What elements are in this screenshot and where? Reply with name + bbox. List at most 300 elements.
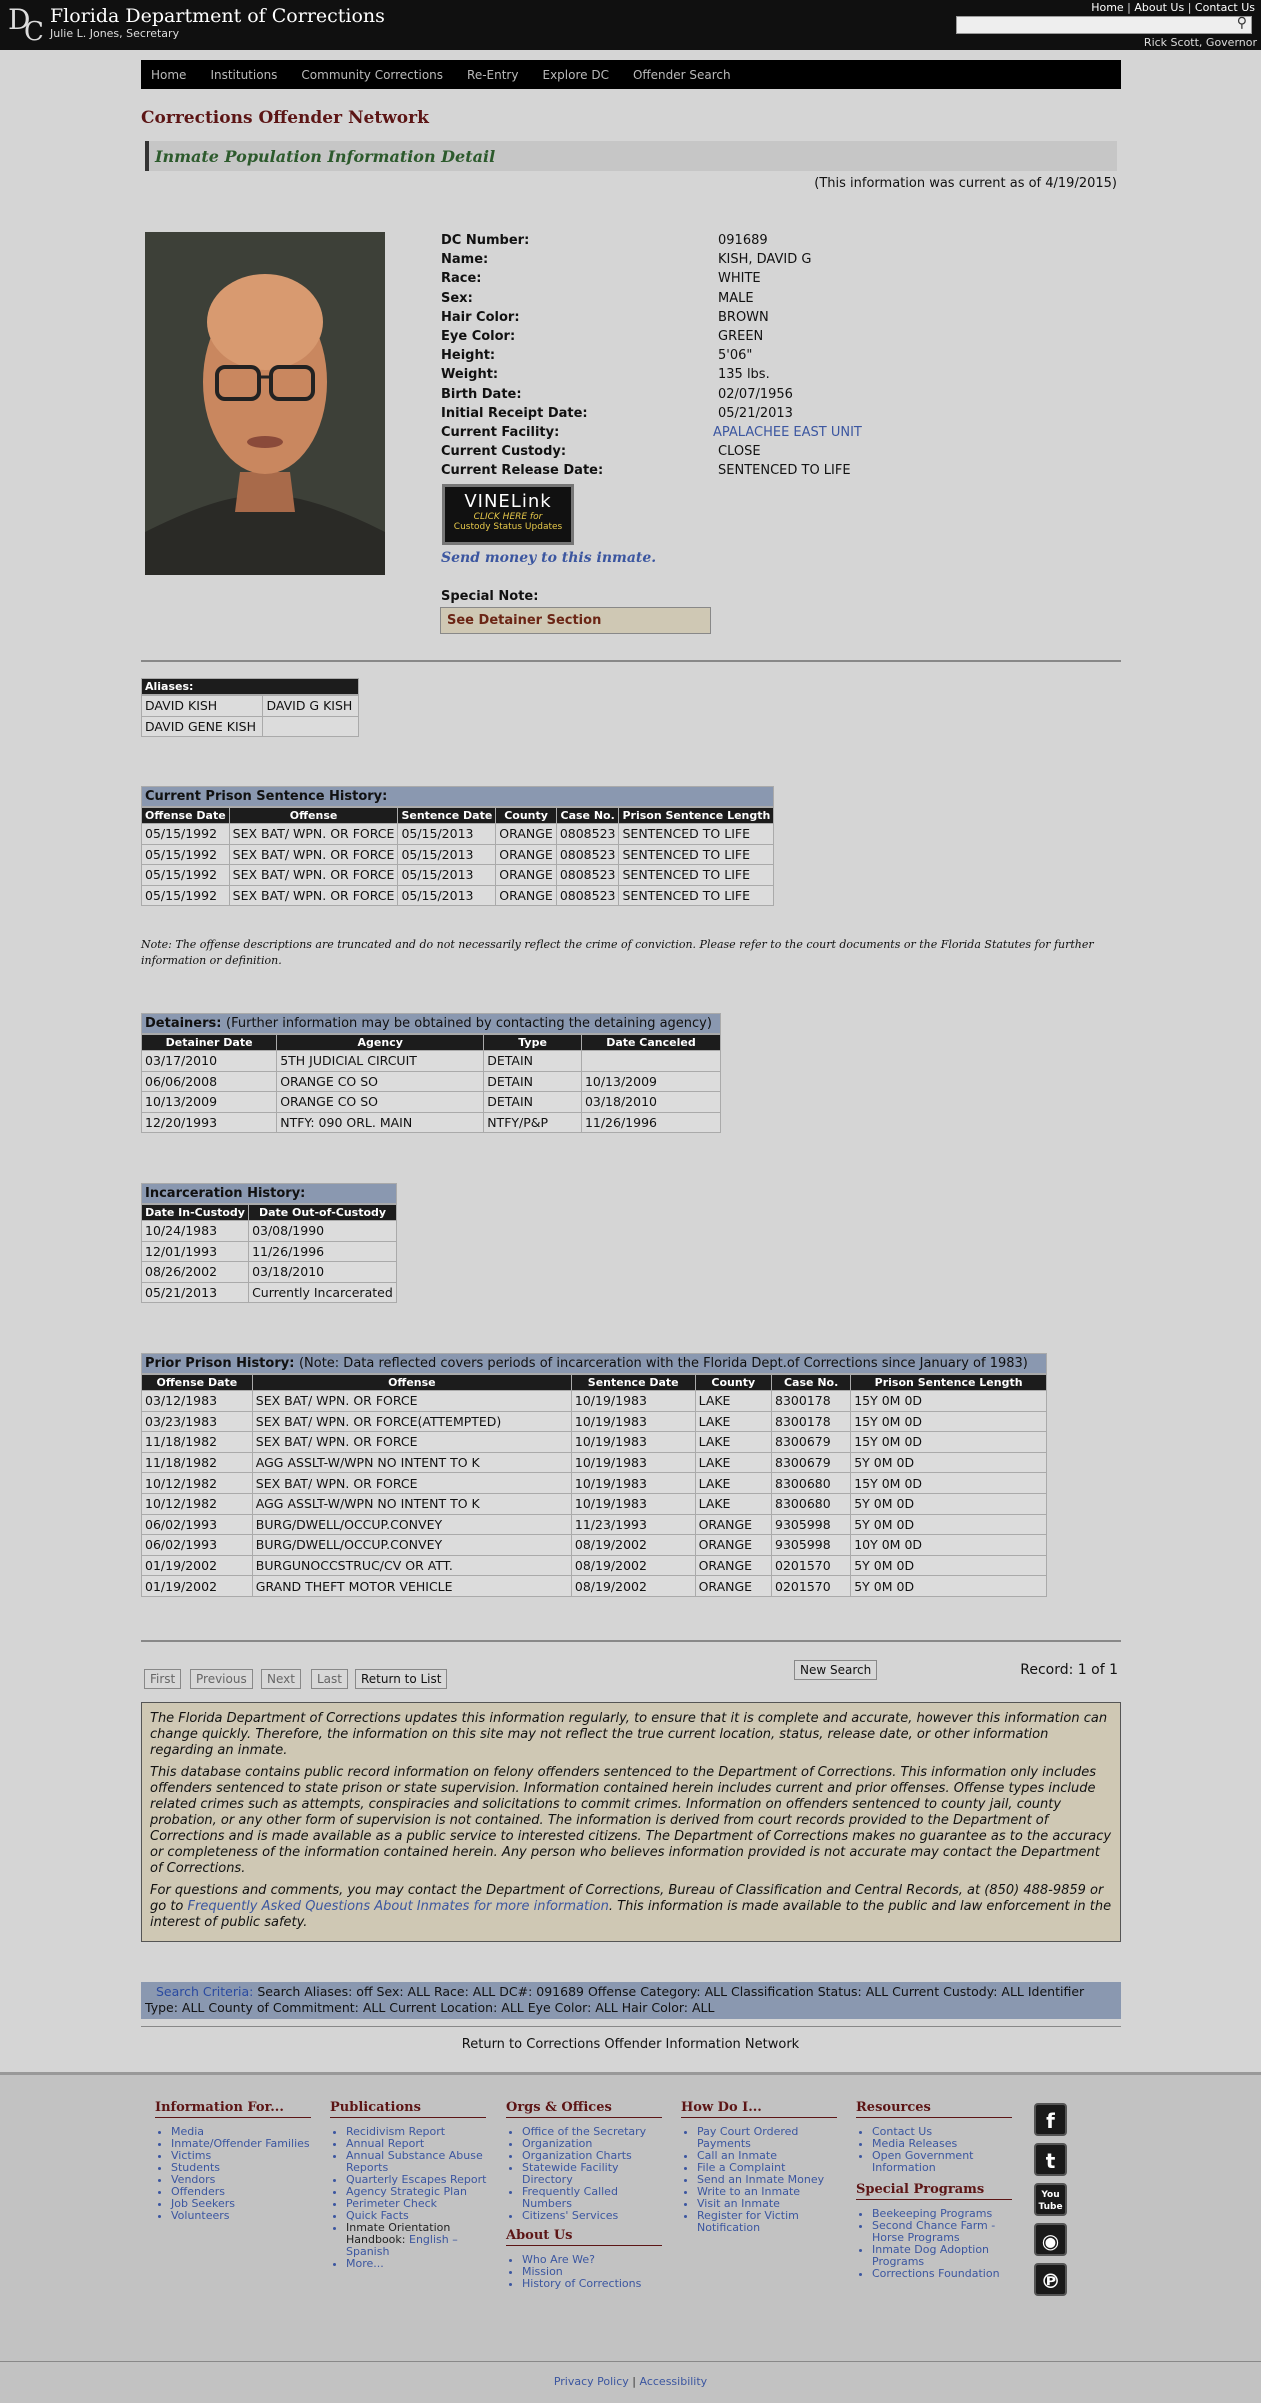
column-header: Date Out-of-Custody — [249, 1205, 397, 1221]
table-cell: SENTENCED TO LIFE — [619, 885, 774, 906]
info-row — [441, 425, 941, 444]
table-cell: DAVID G KISH — [263, 696, 359, 717]
table-row — [142, 1411, 1047, 1432]
table-row — [142, 1051, 721, 1072]
table-row — [142, 885, 774, 906]
table-cell: 06/02/1993 — [142, 1514, 253, 1535]
footer-link[interactable]: • History of Corrections — [522, 2278, 666, 2290]
info-value: MALE — [718, 290, 754, 306]
table-cell: 5TH JUDICIAL CIRCUIT — [277, 1051, 484, 1072]
footer-link[interactable]: • Inmate Dog Adoption Programs — [872, 2244, 1016, 2268]
footer-divider — [0, 2361, 1261, 2362]
table-cell: 9305998 — [772, 1514, 851, 1535]
table-cell: SENTENCED TO LIFE — [619, 865, 774, 886]
table-cell: 06/06/2008 — [142, 1071, 277, 1092]
policy-separator: | — [632, 2375, 636, 2388]
table-cell: 0201570 — [772, 1576, 851, 1597]
table-row — [142, 1452, 1047, 1473]
table-row — [142, 1262, 397, 1283]
table-cell: NTFY: 090 ORL. MAIN — [277, 1112, 484, 1133]
column-header: Offense Date — [142, 808, 230, 824]
handbook-item — [346, 2222, 490, 2258]
footer-col-orgs — [506, 2100, 666, 2290]
table-cell: 11/18/1982 — [142, 1452, 253, 1473]
info-label: Weight: — [441, 367, 499, 383]
table-cell: ORANGE — [496, 885, 557, 906]
logo-letter-c: C — [24, 17, 44, 47]
detainers-caption: Detainers: (Further information may be obtained by contacting the detaining agency) — [141, 1013, 721, 1034]
send-money-link[interactable]: Send money to this inmate. — [441, 550, 657, 566]
table-cell: 15Y 0M 0D — [851, 1391, 1047, 1412]
column-header: Case No. — [772, 1375, 851, 1391]
table-cell: GRAND THEFT MOTOR VEHICLE — [252, 1576, 571, 1597]
table-row — [142, 1473, 1047, 1494]
table-row — [142, 1432, 1047, 1453]
vinelink-subtitle: Custody Status Updates — [453, 522, 563, 532]
table-cell: DAVID GENE KISH — [142, 716, 263, 737]
table-cell: 05/15/2013 — [398, 865, 496, 886]
column-header: Date Canceled — [581, 1035, 720, 1051]
table-cell: 15Y 0M 0D — [851, 1432, 1047, 1453]
table-cell: 10/19/1983 — [571, 1391, 695, 1412]
privacy-policy-link[interactable]: Privacy Policy — [553, 2375, 629, 2388]
column-header: Agency — [277, 1035, 484, 1051]
table-cell: 08/19/2002 — [571, 1576, 695, 1597]
table-cell: BURG/DWELL/OCCUP.CONVEY — [252, 1514, 571, 1535]
table-cell: 01/19/2002 — [142, 1555, 253, 1576]
secretary-name: Julie L. Jones, Secretary — [50, 27, 180, 40]
current-as-of: (This information was current as of 4/19/2015) — [814, 176, 1117, 191]
footer-link[interactable]: • Open Government Information — [872, 2150, 1016, 2174]
table-cell: LAKE — [695, 1391, 771, 1412]
footer-heading-howdo: How Do I... — [681, 2100, 837, 2118]
footer-link[interactable]: • Call an Inmate — [697, 2150, 841, 2162]
site-search-input[interactable] — [956, 16, 1252, 34]
table-cell: 10/19/1983 — [571, 1473, 695, 1494]
column-header: Sentence Date — [398, 808, 496, 824]
table-row — [142, 1241, 397, 1262]
table-cell: 05/15/1992 — [142, 865, 230, 886]
info-row — [441, 310, 941, 329]
faq-link[interactable]: Frequently Asked Questions About Inmates for more information — [187, 1899, 609, 1914]
footer-col-howdo — [681, 2100, 841, 2234]
table-cell: 5Y 0M 0D — [851, 1493, 1047, 1514]
table-cell: 03/23/1983 — [142, 1411, 253, 1432]
table-cell: 05/15/1992 — [142, 844, 230, 865]
divider — [141, 660, 1121, 662]
column-header: Prison Sentence Length — [851, 1375, 1047, 1391]
table-row — [142, 1535, 1047, 1556]
footer-link[interactable]: • Victims — [171, 2150, 315, 2162]
table-cell: LAKE — [695, 1411, 771, 1432]
offense-note: Note: The offense descriptions are truncated and do not necessarily reflect the crime of conviction. Please refer to the court documents or the Florida Statutes for further information or definition. — [141, 938, 1094, 967]
new-search-button[interactable]: New Search — [794, 1660, 877, 1680]
first-button[interactable]: First — [144, 1669, 181, 1689]
detail-title: Inmate Population Information Detail — [155, 147, 496, 166]
accessibility-link[interactable]: Accessibility — [639, 2375, 708, 2388]
table-cell: 08/26/2002 — [142, 1262, 249, 1283]
footer-link[interactable]: • Organization Charts — [522, 2150, 666, 2162]
footer-link[interactable]: • Corrections Foundation — [872, 2268, 1016, 2280]
column-header: Detainer Date — [142, 1035, 277, 1051]
nav-home[interactable]: Home — [151, 67, 187, 82]
footer-link[interactable]: • Mission — [522, 2266, 666, 2278]
table-cell: 5Y 0M 0D — [851, 1555, 1047, 1576]
current-sentence-table — [141, 786, 774, 906]
info-label: Hair Color: — [441, 309, 520, 325]
table-cell: 03/18/2010 — [581, 1092, 720, 1113]
table-cell: 10/13/2009 — [581, 1071, 720, 1092]
info-value: 5'06" — [718, 348, 753, 364]
table-row — [142, 1576, 1047, 1597]
table-cell: SEX BAT/ WPN. OR FORCE(ATTEMPTED) — [252, 1411, 571, 1432]
table-cell: ORANGE — [496, 844, 557, 865]
table-cell: LAKE — [695, 1473, 771, 1494]
top-link-about[interactable]: About Us — [1134, 1, 1185, 14]
table-cell: ORANGE — [695, 1576, 771, 1597]
info-row — [441, 233, 941, 252]
footer-link[interactable]: • Organization — [522, 2138, 666, 2150]
table-row — [142, 1493, 1047, 1514]
table-cell: 11/18/1982 — [142, 1432, 253, 1453]
pinterest-icon[interactable]: ℗ — [1034, 2263, 1067, 2296]
footer-link[interactable]: • Inmate/Offender Families — [171, 2138, 315, 2150]
table-cell: 12/01/1993 — [142, 1241, 249, 1262]
footer-heading-special: Special Programs — [856, 2182, 1012, 2200]
footer-link[interactable]: • Send an Inmate Money — [697, 2174, 841, 2186]
table-row — [142, 1514, 1047, 1535]
inmate-photo — [145, 232, 385, 575]
return-to-list-button[interactable]: Return to List — [355, 1669, 447, 1689]
table-cell: 5Y 0M 0D — [851, 1576, 1047, 1597]
table-row — [142, 716, 359, 737]
table-cell: SEX BAT/ WPN. OR FORCE — [252, 1473, 571, 1494]
info-value: 091689 — [718, 233, 768, 248]
footer-link[interactable]: • Statewide Facility Directory — [522, 2162, 666, 2186]
table-cell: SEX BAT/ WPN. OR FORCE — [229, 865, 398, 886]
info-row — [441, 444, 941, 463]
footer-heading-publications: Publications — [330, 2100, 486, 2118]
footer-link[interactable]: • Job Seekers — [171, 2198, 315, 2210]
footer-link[interactable]: • Second Chance Farm - Horse Programs — [872, 2220, 1016, 2244]
table-cell: 03/17/2010 — [142, 1051, 277, 1072]
table-cell: 10/19/1983 — [571, 1411, 695, 1432]
table-cell: 15Y 0M 0D — [851, 1473, 1047, 1494]
top-link-home[interactable]: Home — [1091, 1, 1124, 14]
footer-link[interactable]: • Media — [171, 2126, 315, 2138]
info-value: WHITE — [718, 271, 761, 287]
info-row — [441, 348, 941, 367]
table-cell: 5Y 0M 0D — [851, 1452, 1047, 1473]
table-row — [142, 1391, 1047, 1412]
footer-link[interactable]: • Quarterly Escapes Report — [346, 2174, 490, 2186]
table-row — [142, 844, 774, 865]
info-label: Initial Receipt Date: — [441, 405, 588, 421]
table-row — [142, 1092, 721, 1113]
divider — [141, 2026, 1121, 2027]
table-cell: LAKE — [695, 1452, 771, 1473]
column-header: Prison Sentence Length — [619, 808, 774, 824]
footer-link[interactable]: • File a Complaint — [697, 2162, 841, 2174]
incarceration-table — [141, 1183, 397, 1303]
info-label: Name: — [441, 252, 489, 268]
column-header: County — [695, 1375, 771, 1391]
more-publications-link[interactable]: • More... — [346, 2258, 490, 2270]
table-cell: 9305998 — [772, 1535, 851, 1556]
table-cell: 8300680 — [772, 1473, 851, 1494]
info-label: Current Facility: — [441, 424, 560, 440]
table-cell: 0808523 — [556, 844, 619, 865]
search-criteria-text: Search Aliases: off Sex: ALL Race: ALL DC#: 091689 Offense Category: ALL Classification Status: ALL Current Custody: ALL Identifier Type: ALL County of Commitment: ALL Current Location: ALL Eye Color: ALL Hair Color: ALL — [145, 1984, 1085, 2015]
footer-link[interactable]: • Agency Strategic Plan — [346, 2186, 490, 2198]
info-value: 05/21/2013 — [718, 405, 793, 421]
table-cell — [581, 1051, 720, 1072]
table-cell: ORANGE — [695, 1514, 771, 1535]
info-value: 135 lbs. — [718, 367, 770, 383]
table-row — [142, 824, 774, 845]
info-value: BROWN — [718, 309, 769, 325]
footer-link[interactable]: • Offenders — [171, 2186, 315, 2198]
table-cell: 05/21/2013 — [142, 1282, 249, 1303]
info-row — [441, 271, 941, 290]
info-row — [441, 367, 941, 386]
table-cell: 0808523 — [556, 824, 619, 845]
footer-heading-about: About Us — [506, 2228, 662, 2246]
aliases-table — [141, 678, 359, 737]
info-value: 02/07/1956 — [718, 386, 793, 402]
table-cell: 10/12/1982 — [142, 1493, 253, 1514]
footer-link[interactable]: • Register for Victim Notification — [697, 2210, 841, 2234]
table-cell: 11/23/1993 — [571, 1514, 695, 1535]
return-to-network-link[interactable]: Return to Corrections Offender Information Network — [461, 2037, 800, 2052]
info-label: Current Custody: — [441, 444, 567, 460]
table-cell: SEX BAT/ WPN. OR FORCE — [229, 824, 398, 845]
nav-community-corrections[interactable]: Community Corrections — [301, 67, 444, 82]
info-value: KISH, DAVID G — [718, 252, 812, 268]
footer-link[interactable]: • Visit an Inmate — [697, 2198, 841, 2210]
footer-heading-information: Information For... — [155, 2100, 311, 2118]
nav-explore-dc[interactable]: Explore DC — [542, 67, 609, 82]
footer-link[interactable]: • Volunteers — [171, 2210, 315, 2222]
info-row — [441, 329, 941, 348]
detail-title-bar — [145, 141, 1117, 171]
table-cell: 15Y 0M 0D — [851, 1411, 1047, 1432]
table-cell: 10/13/2009 — [142, 1092, 277, 1113]
footer-link[interactable]: • Write to an Inmate — [697, 2186, 841, 2198]
column-header: Offense — [229, 808, 398, 824]
info-label: Birth Date: — [441, 386, 522, 402]
search-icon[interactable]: ⚲ — [1236, 15, 1247, 31]
vinelink-logo: VINELink — [464, 491, 552, 512]
facility-link[interactable]: APALACHEE EAST UNIT — [713, 424, 862, 440]
table-cell: 10/12/1982 — [142, 1473, 253, 1494]
table-cell: Currently Incarcerated — [249, 1282, 397, 1303]
special-note-label: Special Note: — [441, 589, 539, 604]
footer-link[interactable]: • Recidivism Report — [346, 2126, 490, 2138]
table-cell: 11/26/1996 — [249, 1241, 397, 1262]
table-cell: 10/24/1983 — [142, 1221, 249, 1242]
info-label: Race: — [441, 271, 482, 287]
footer-heading-resources: Resources — [856, 2100, 1012, 2118]
top-link-separator: | — [1187, 1, 1192, 14]
table-cell: ORANGE — [695, 1555, 771, 1576]
table-cell: 05/15/2013 — [398, 885, 496, 906]
table-cell: LAKE — [695, 1493, 771, 1514]
footer-col-resources — [856, 2100, 1016, 2280]
footer-link[interactable]: • Perimeter Check — [346, 2198, 490, 2210]
footer-link[interactable]: • Frequently Called Numbers — [522, 2186, 666, 2210]
footer-link[interactable]: • Quick Facts — [346, 2210, 490, 2222]
table-cell: 5Y 0M 0D — [851, 1514, 1047, 1535]
table-cell: LAKE — [695, 1432, 771, 1453]
footer-link[interactable]: • Vendors — [171, 2174, 315, 2186]
table-cell: 8300679 — [772, 1432, 851, 1453]
table-cell: BURGUNOCCSTRUC/CV OR ATT. — [252, 1555, 571, 1576]
top-bar — [0, 0, 1261, 50]
last-button[interactable]: Last — [311, 1669, 348, 1689]
table-cell: 11/26/1996 — [581, 1112, 720, 1133]
table-cell: 05/15/1992 — [142, 885, 230, 906]
column-header: County — [496, 808, 557, 824]
table-row — [142, 696, 359, 717]
table-cell: 10Y 0M 0D — [851, 1535, 1047, 1556]
info-label: Sex: — [441, 290, 473, 306]
table-cell: 8300680 — [772, 1493, 851, 1514]
table-cell: ORANGE CO SO — [277, 1071, 484, 1092]
nav-re-entry[interactable]: Re-Entry — [467, 67, 519, 82]
disclaimer-paragraph-3: For questions and comments, you may contact the Department of Corrections, Bureau of Classification and Central Records, at (850) 488-9859 or go to Frequently Asked Questions About Inmates for more information. This information is made available to the public and law enforcement in the interest of public safety. — [150, 1883, 1112, 1930]
handbook-label: Inmate Orientation Handbook: — [346, 2221, 451, 2246]
prior-prison-table — [141, 1353, 1047, 1597]
divider — [141, 1640, 1121, 1642]
vinelink-click-here: CLICK HERE for — [473, 512, 543, 522]
footer-link[interactable]: • Beekeeping Programs — [872, 2208, 1016, 2220]
agency-name[interactable]: Florida Department of Corrections — [50, 5, 385, 27]
table-cell: BURG/DWELL/OCCUP.CONVEY — [252, 1535, 571, 1556]
table-cell: 10/19/1983 — [571, 1452, 695, 1473]
table-row — [142, 1555, 1047, 1576]
table-cell: 05/15/1992 — [142, 824, 230, 845]
footer-link[interactable]: • Annual Substance Abuse Reports — [346, 2150, 490, 2174]
info-label: Current Release Date: — [441, 463, 604, 479]
footer-link[interactable]: • Office of the Secretary — [522, 2126, 666, 2138]
footer-link[interactable]: • Who Are We? — [522, 2254, 666, 2266]
info-row — [441, 406, 941, 425]
footer — [0, 2072, 1261, 2403]
search-criteria — [141, 1982, 1121, 2019]
page-title: Corrections Offender Network — [141, 108, 429, 128]
table-cell: ORANGE — [496, 824, 557, 845]
doc-logo[interactable] — [6, 3, 46, 47]
table-cell: 12/20/1993 — [142, 1112, 277, 1133]
table-cell: 01/19/2002 — [142, 1576, 253, 1597]
record-count: Record: 1 of 1 — [1020, 1662, 1118, 1678]
youtube-icon[interactable]: You Tube — [1034, 2183, 1067, 2216]
table-cell: 08/19/2002 — [571, 1535, 695, 1556]
table-cell: DAVID KISH — [142, 696, 263, 717]
info-value: GREEN — [718, 328, 764, 344]
facebook-icon[interactable]: f — [1034, 2103, 1067, 2136]
info-row — [441, 252, 941, 271]
info-row — [441, 387, 941, 406]
footer-link[interactable]: • Citizens' Services — [522, 2210, 666, 2222]
prior-prison-caption: Prior Prison History: (Note: Data reflected covers periods of incarceration with the Florida Dept.of Corrections since January of 1983) — [141, 1353, 1047, 1374]
table-cell: 0808523 — [556, 865, 619, 886]
footer-link[interactable]: • Media Releases — [872, 2138, 1016, 2150]
table-cell: 8300679 — [772, 1452, 851, 1473]
table-cell: DETAIN — [484, 1092, 582, 1113]
previous-button[interactable]: Previous — [190, 1669, 253, 1689]
rss-icon[interactable]: ◉ — [1034, 2223, 1067, 2256]
footer-link[interactable]: • Contact Us — [872, 2126, 1016, 2138]
incarceration-caption: Incarceration History: — [141, 1183, 397, 1204]
table-row — [142, 1112, 721, 1133]
footer-link[interactable]: • Pay Court Ordered Payments — [697, 2126, 841, 2150]
disclaimer-paragraph-1: The Florida Department of Corrections updates this information regularly, to ensure that it is complete and accurate, however this information can change quickly. Therefore, the information on this site may not reflect the true current location, status, release date, or other information regarding an inmate. — [150, 1711, 1108, 1758]
table-row — [142, 1071, 721, 1092]
nav-offender-search[interactable]: Offender Search — [632, 67, 731, 82]
table-row — [142, 865, 774, 886]
table-cell: NTFY/P&P — [484, 1112, 582, 1133]
twitter-icon[interactable]: t — [1034, 2143, 1067, 2176]
table-cell: DETAIN — [484, 1051, 582, 1072]
inmate-info — [441, 233, 941, 482]
top-link-contact[interactable]: Contact Us — [1194, 1, 1255, 14]
table-cell: 03/12/1983 — [142, 1391, 253, 1412]
column-header: Date In-Custody — [142, 1205, 249, 1221]
table-cell: AGG ASSLT-W/WPN NO INTENT TO K — [252, 1452, 571, 1473]
detainers-table — [141, 1013, 721, 1133]
logo-letter-d: D — [8, 3, 31, 36]
footer-col-publications — [330, 2100, 490, 2270]
table-cell: ORANGE — [496, 865, 557, 886]
table-cell: DETAIN — [484, 1071, 582, 1092]
see-detainer-button[interactable]: See Detainer Section — [440, 607, 711, 634]
aliases-caption: Aliases: — [141, 678, 359, 695]
info-row — [441, 463, 941, 482]
disclaimer-paragraph-2: This database contains public record information on felony offenders sentenced to the Department of Corrections. This information only includes offenders sentenced to state prison or state supervision. Information contained herein includes current and prior offenses. Offense types include related crimes such as attempts, conspiracies and solicitations to commit crimes. Information on offenders sentenced to county jail, county probation, or any other form of supervision is not contained. The information is derived from court records provided to the Department of Corrections and is made available as a public service to interested citizens. The Department of Corrections makes no guarantee as to the accuracy or completeness of the information contained herein. Any person who believes information provided is not accurate may contact the Department of Corrections. — [150, 1765, 1112, 1876]
current-sentence-caption: Current Prison Sentence History: — [141, 786, 774, 807]
info-value: CLOSE — [718, 444, 761, 460]
top-links — [1091, 1, 1255, 14]
table-cell: 05/15/2013 — [398, 844, 496, 865]
table-row — [142, 1221, 397, 1242]
top-link-separator: | — [1127, 1, 1131, 14]
table-cell: 8300178 — [772, 1391, 851, 1412]
column-header: Type — [484, 1035, 582, 1051]
table-cell: 03/18/2010 — [249, 1262, 397, 1283]
column-header: Sentence Date — [571, 1375, 695, 1391]
nav-institutions[interactable]: Institutions — [210, 67, 278, 82]
handbook-links[interactable]: English – Spanish — [346, 2233, 458, 2258]
table-cell: 03/08/1990 — [249, 1221, 397, 1242]
main-nav — [141, 60, 1121, 89]
table-cell: SEX BAT/ WPN. OR FORCE — [252, 1432, 571, 1453]
policy-links — [0, 2375, 1261, 2388]
vinelink-button[interactable] — [442, 484, 574, 545]
governor-name: Rick Scott, Governor — [1143, 36, 1257, 49]
info-value: SENTENCED TO LIFE — [718, 463, 851, 479]
table-cell: AGG ASSLT-W/WPN NO INTENT TO K — [252, 1493, 571, 1514]
table-cell: 10/19/1983 — [571, 1432, 695, 1453]
table-cell: 06/02/1993 — [142, 1535, 253, 1556]
footer-link[interactable]: • Annual Report — [346, 2138, 490, 2150]
next-button[interactable]: Next — [261, 1669, 301, 1689]
footer-col-information — [155, 2100, 315, 2222]
footer-link[interactable]: • Students — [171, 2162, 315, 2174]
table-cell: SEX BAT/ WPN. OR FORCE — [229, 885, 398, 906]
table-cell: SENTENCED TO LIFE — [619, 824, 774, 845]
